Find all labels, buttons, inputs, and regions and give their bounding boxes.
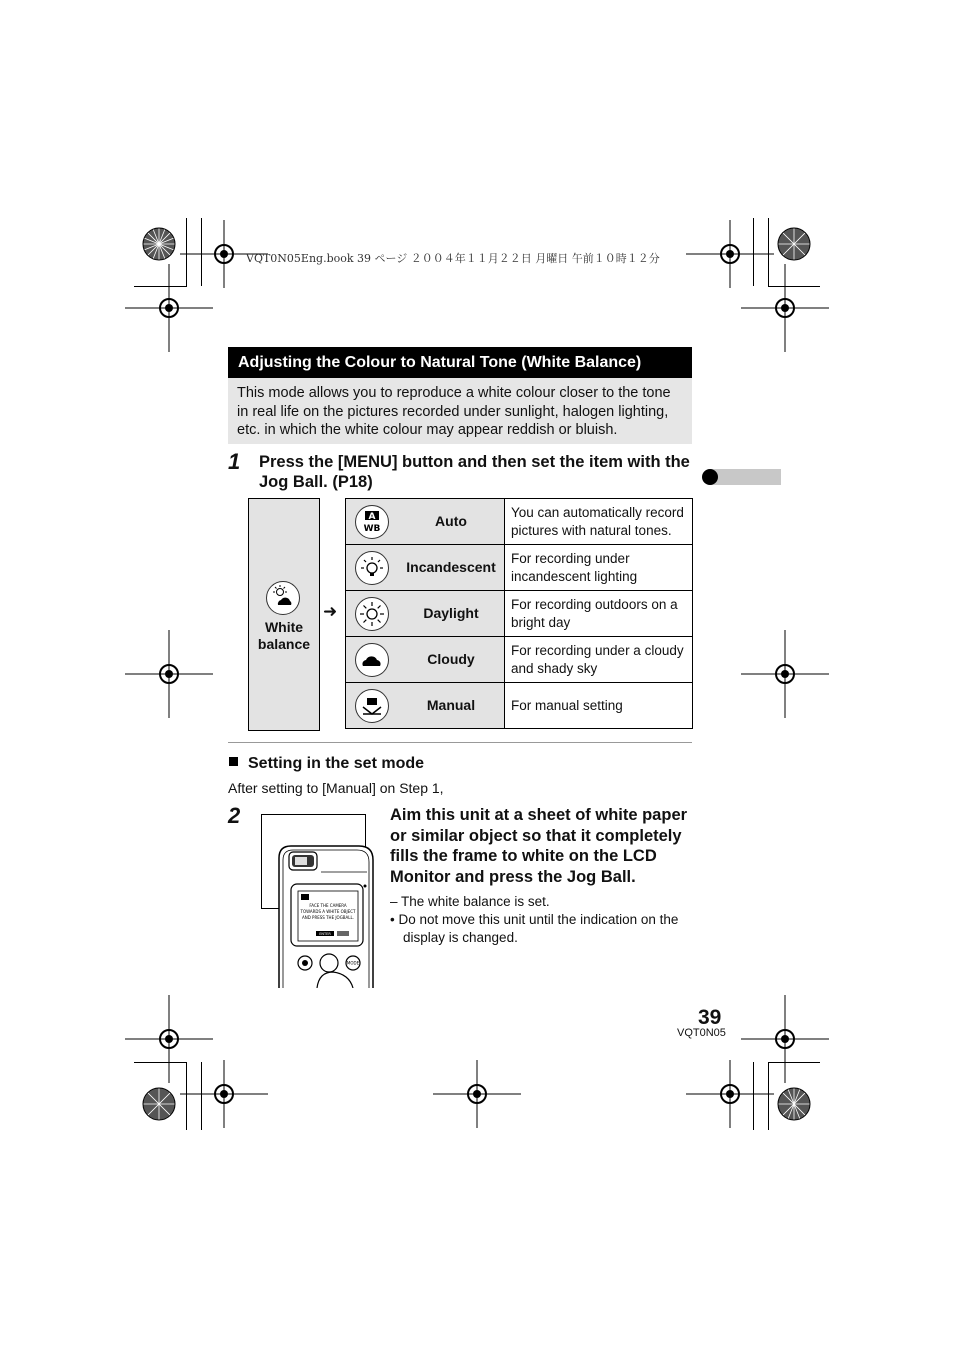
table-row bbox=[346, 637, 693, 683]
after-setting-text: After setting to [Manual] on Step 1, bbox=[228, 780, 444, 796]
white-balance-label-line1: White bbox=[264, 619, 304, 635]
white-balance-cell bbox=[248, 498, 320, 731]
chapter-tab-bar bbox=[710, 469, 781, 485]
manual-wb-icon bbox=[355, 689, 389, 723]
color-target-icon bbox=[142, 227, 176, 261]
mode-description-line: For manual setting bbox=[511, 697, 623, 713]
mode-name: Cloudy bbox=[427, 651, 475, 667]
caution-note-line: • Do not move this unit until the indication on the bbox=[390, 912, 679, 927]
svg-text:WB: WB bbox=[363, 524, 381, 534]
mode-description-line: incandescent lighting bbox=[511, 568, 638, 584]
white-balance-label bbox=[249, 619, 319, 653]
mode-description-line: and shady sky bbox=[511, 660, 598, 676]
registration-mark-icon bbox=[686, 1050, 774, 1138]
mode-cell bbox=[346, 499, 505, 545]
camera-illustration bbox=[261, 814, 377, 988]
mode-description-line: For recording under bbox=[511, 551, 630, 566]
section-title: Adjusting the Colour to Natural Tone (White Balance) bbox=[228, 347, 692, 378]
svg-text:A: A bbox=[368, 512, 376, 522]
screen-line: AND PRESS THE JOGBALL. bbox=[301, 915, 355, 920]
step-instruction: Aim this unit at a sheet of white paper or similar object so that it completely fills the frame to white on the LCD Monitor and press the Jog Ball. bbox=[390, 806, 688, 886]
color-target-icon bbox=[142, 1087, 176, 1121]
incandescent-bulb-icon bbox=[355, 551, 389, 585]
caution-note bbox=[390, 911, 678, 947]
registration-mark-icon bbox=[433, 1050, 521, 1138]
table-row bbox=[346, 683, 693, 729]
color-target-icon bbox=[777, 227, 811, 261]
document-code: VQT0N05 bbox=[677, 1027, 726, 1039]
mode-description bbox=[505, 591, 693, 637]
screen-line: TOWARDS A WHITE OBJECT bbox=[300, 909, 356, 914]
mode-name: Incandescent bbox=[406, 559, 496, 575]
mode-name: Daylight bbox=[423, 605, 479, 621]
cloud-icon bbox=[355, 643, 389, 677]
mode-cell bbox=[346, 683, 505, 729]
subsection-heading-text: Setting in the set mode bbox=[248, 755, 425, 772]
mode-description bbox=[505, 637, 693, 683]
mode-description bbox=[505, 683, 693, 729]
table-row bbox=[346, 499, 693, 545]
step-number: 2 bbox=[228, 803, 241, 828]
chapter-tab bbox=[702, 469, 781, 485]
table-row bbox=[346, 591, 693, 637]
mode-cell bbox=[346, 591, 505, 637]
section-intro: This mode allows you to reproduce a white colour closer to the tone in real life on the pictures recorded under sunlight, halogen lighting, etc. in which the white colour may appear reddish or bluish. bbox=[228, 378, 692, 444]
mode-cell bbox=[346, 637, 505, 683]
white-balance-label-line2: balance bbox=[257, 636, 311, 652]
mode-description-line: pictures with natural tones. bbox=[511, 522, 672, 538]
square-bullet-icon bbox=[229, 757, 238, 766]
mode-button-label: MODE bbox=[346, 960, 360, 966]
white-balance-table bbox=[345, 498, 693, 729]
mode-description-line: bright day bbox=[511, 614, 571, 630]
white-balance-icon bbox=[266, 581, 300, 615]
result-note: – The white balance is set. bbox=[390, 894, 550, 909]
screen-line: FACE THE CAMERA bbox=[309, 903, 347, 908]
mode-description-line: You can automatically record bbox=[511, 505, 684, 520]
mode-name: Manual bbox=[426, 697, 476, 713]
registration-mark-icon bbox=[686, 210, 774, 298]
mode-cell bbox=[346, 545, 505, 591]
color-target-icon bbox=[777, 1087, 811, 1121]
screen-enter-label: ENTER bbox=[319, 932, 331, 936]
step-number: 1 bbox=[228, 449, 241, 474]
arrow-icon: ➜ bbox=[323, 602, 338, 621]
caution-note-line: display is changed. bbox=[403, 930, 518, 945]
print-header: VQT0N05Eng.book 39 ページ ２００４年１１月２２日 月曜日 午前１０時１２分 bbox=[246, 252, 660, 265]
registration-mark-icon bbox=[125, 630, 213, 718]
mode-description-line: For recording outdoors on a bbox=[511, 597, 678, 612]
registration-mark-icon bbox=[180, 1050, 268, 1138]
page-number: 39 bbox=[698, 1006, 722, 1029]
step-instruction: Press the [MENU] button and then set the item with the Jog Ball. (P18) bbox=[259, 453, 690, 491]
chapter-tab-dot bbox=[702, 469, 718, 485]
mode-name: Auto bbox=[435, 513, 467, 529]
section-divider bbox=[228, 742, 692, 743]
table-row bbox=[346, 545, 693, 591]
auto-wb-icon bbox=[355, 505, 389, 539]
mode-description-line: For recording under a cloudy bbox=[511, 643, 684, 658]
mode-description bbox=[505, 545, 693, 591]
registration-mark-icon bbox=[741, 630, 829, 718]
sun-icon bbox=[355, 597, 389, 631]
subsection-heading bbox=[229, 755, 424, 773]
mode-description bbox=[505, 499, 693, 545]
